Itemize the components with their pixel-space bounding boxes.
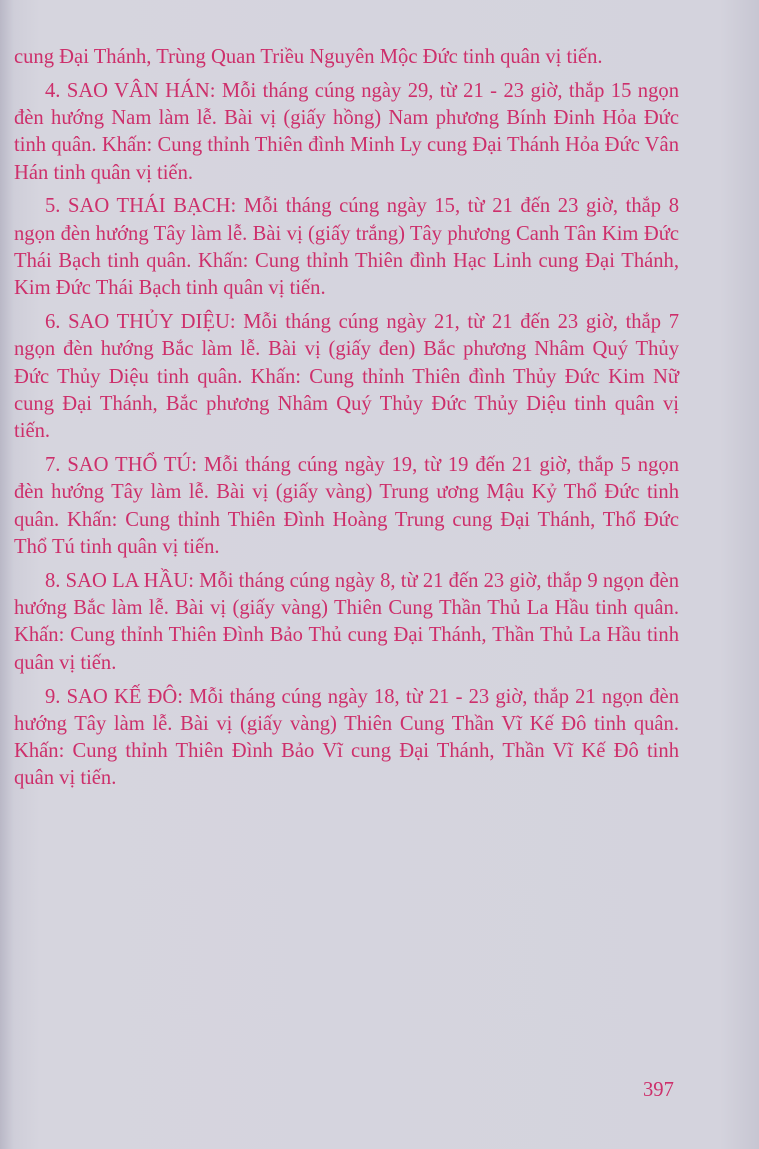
page-number: 397	[643, 1079, 674, 1101]
paragraph-sao-van-han: 4. SAO VÂN HÁN: Mỗi tháng cúng ngày 29, từ 21 - 23 giờ, thắp 15 ngọn đèn hướng Nam làm lễ. Bài vị (giấy hồng) Nam phương Bính Đinh Hỏa Đức tinh quân. Khấn: Cung thỉnh Thiên đình Minh Ly cung Đại Thánh Hỏa Đức Vân Hán tinh quân vị tiến.	[14, 79, 679, 184]
paragraph-sao-thuy-dieu: 6. SAO THỦY DIỆU: Mỗi tháng cúng ngày 21, từ 21 đến 23 giờ, thắp 7 ngọn đèn hướng Bắc làm lễ. Bài vị (giấy đen) Bắc phương Nhâm Quý Thủy Đức Thủy Diệu tinh quân. Khấn: Cung thỉnh Thiên đình Thủy Đức Kim Nữ cung Đại Thánh, Bắc phương Nhâm Quý Thủy Đức Thủy Diệu tinh quân vị tiến.	[14, 311, 679, 443]
paragraph-sao-tho-tu: 7. SAO THỔ TÚ: Mỗi tháng cúng ngày 19, từ 19 đến 21 giờ, thắp 5 ngọn đèn hướng Tây làm lễ. Bài vị (giấy vàng) Trung ương Mậu Kỷ Thổ Đức tinh quân. Khấn: Cung thỉnh Thiên Đình Hoàng Trung cung Đại Thánh, Thổ Đức Thổ Tú tinh quân vị tiến.	[14, 454, 679, 559]
page-body-text	[14, 44, 679, 799]
paragraph-sao-la-hau: 8. SAO LA HẦU: Mỗi tháng cúng ngày 8, từ 21 đến 23 giờ, thắp 9 ngọn đèn hướng Bắc làm lễ. Bài vị (giấy vàng) Thiên Cung Thần Thủ La Hầu tinh quân. Khấn: Cung thỉnh Thiên Đình Bảo Thủ cung Đại Thánh, Thần Thủ La Hầu tinh quân vị tiến.	[14, 569, 679, 674]
paragraph-sao-ke-do: 9. SAO KẾ ĐÔ: Mỗi tháng cúng ngày 18, từ 21 - 23 giờ, thắp 21 ngọn đèn hướng Tây làm lễ. Bài vị (giấy vàng) Thiên Cung Thần Vĩ Kế Đô tinh quân. Khấn: Cung thỉnh Thiên Đình Bảo Vĩ cung Đại Thánh, Thần Vĩ Kế Đô tinh quân vị tiến.	[14, 685, 679, 790]
paragraph-continuation: cung Đại Thánh, Trùng Quan Triều Nguyên Mộc Đức tinh quân vị tiến.	[14, 46, 603, 68]
paragraph-sao-thai-bach: 5. SAO THÁI BẠCH: Mỗi tháng cúng ngày 15, từ 21 đến 23 giờ, thắp 8 ngọn đèn hướng Tây làm lễ. Bài vị (giấy trắng) Tây phương Canh Tân Kim Đức Thái Bạch tinh quân. Khấn: Cung thỉnh Thiên đình Hạc Linh cung Đại Thánh, Kim Đức Thái Bạch tinh quân vị tiến.	[14, 195, 679, 300]
